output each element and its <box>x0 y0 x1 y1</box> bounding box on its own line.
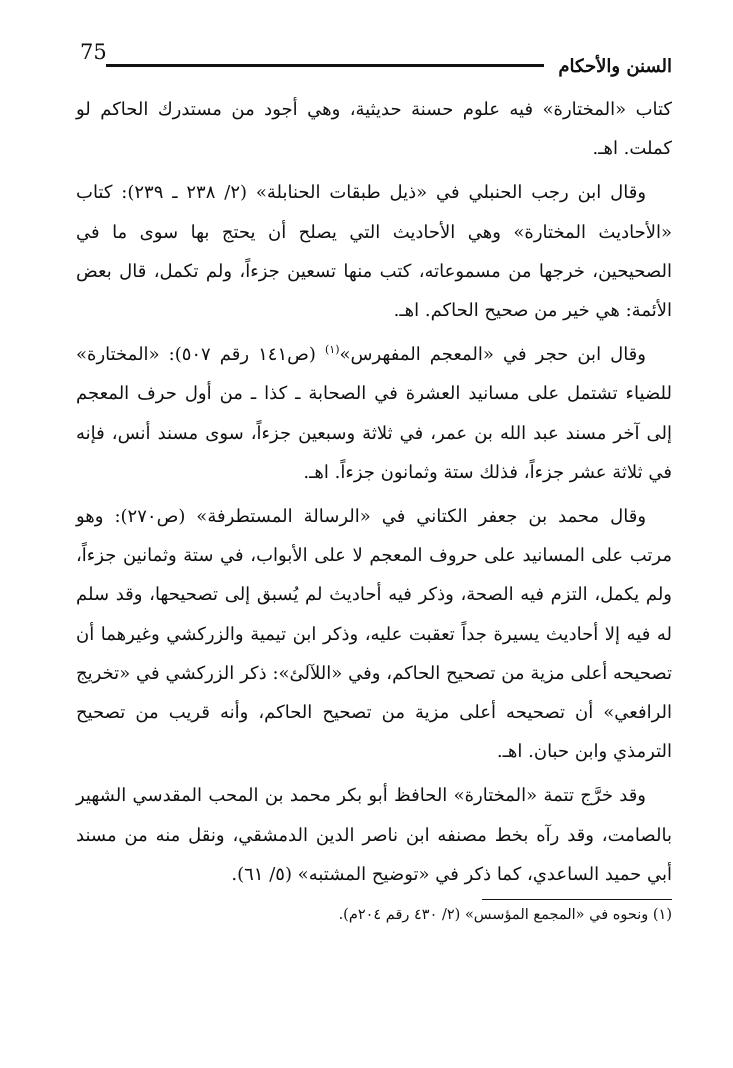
paragraph-1: كتاب «المختارة» فيه علوم حسنة حديثية، وهي أجود من مستدرك الحاكم لو كملت. اهـ. <box>76 99 672 160</box>
page-body <box>76 90 672 930</box>
paragraph-5: وقد خرَّج تتمة «المختارة» الحافظ أبو بكر محمد بن المحب المقدسي الشهير بالصامت، وقد رآه بخط مصنفه ابن ناصر الدين الدمشقي، ونقل منه من مسند أبي حميد الساعدي، كما ذكر في «توضيح المشتبه» (٥/ ٦١). <box>76 785 672 885</box>
paragraph-2: وقال ابن رجب الحنبلي في «ذيل طبقات الحنابلة» (٢/ ٢٣٨ ـ ٢٣٩): كتاب «الأحاديث المختارة» وهي الأحاديث التي يصلح أن يحتج بها سوى ما في الصحيحين، خرجها من مسموعاته، كتب منها تسعين جزءاً، ولم تكمل، قال بعض الأئمة: هي خير من صحيح الحاكم. اهـ. <box>76 182 672 322</box>
running-title: السنن والأحكام <box>558 56 672 77</box>
page-number: 75 <box>80 40 107 64</box>
paragraph-3 <box>76 335 672 492</box>
page-header <box>72 38 672 82</box>
paragraph-4: وقال محمد بن جعفر الكتاني في «الرسالة المستطرفة» (ص٢٧٠): وهو مرتب على المسانيد على حروف المعجم لا على الأبواب، في ستة وثمانين جزءاً، ولم يكمل، التزم فيه الصحة، وذكر فيه أحاديث لم يُسبق إلى تصحيحها، وقد سلم له فيه إلا أحاديث يسيرة جداً تعقبت عليه، وذكر ابن تيمية والزركشي وغيرهما أن تصحيحه أعلى مزية من تصحيح الحاكم، وفي «اللآلئ»: ذكر الزركشي في «تخريج الرافعي» أن تصحيحه أعلى مزية من تصحيح الحاكم، وأنه قريب من تصحيح الترمذي وابن حبان. اهـ. <box>76 506 672 763</box>
footnote-reference-1: (١) <box>324 343 340 357</box>
footnote-1: (١) ونحوه في «المجمع المؤسس» (٢/ ٤٣٠ رقم ٢٠٤م). <box>338 907 672 924</box>
header-rule <box>106 64 544 67</box>
paragraph-3-text-before: وقال ابن حجر في «المعجم المفهرس» <box>339 344 646 366</box>
paragraph-3-text-after: (ص١٤١ رقم ٥٠٧): «المختارة» للضياء تشتمل على مسانيد العشرة في الصحابة ـ كذا ـ من أول حرف المعجم إلى آخر مسند عبد الله بن عمر، في ثلاثة وسبعين جزءاً، سوى مسند أنس، فإنه في ثلاثة عشر جزءاً، فذلك ستة وثمانون جزءاً. اهـ. <box>76 344 672 483</box>
